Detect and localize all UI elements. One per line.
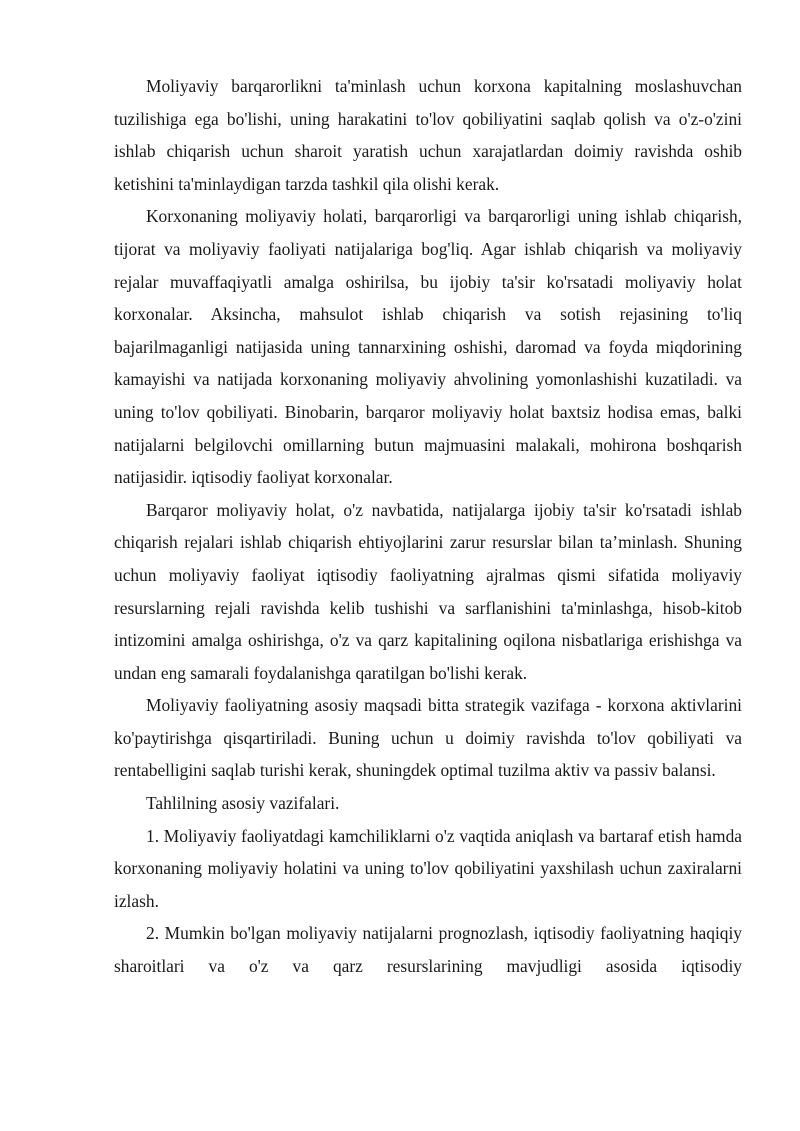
paragraph-financial-stability: Moliyaviy barqarorlikni ta'minlash uchun korxona kapitalning moslashuvchan tuzilishiga ega bo'lishi, uning harakatini to'lov qobiliyatini saqlab qolish va o'z-o'zini ishlab chiqarish uchun sharoit yaratish uchun xarajatlardan doimiy ravishda oshib ketishini ta'minlaydigan tarzda tashkil qila olishi kerak. (114, 76, 742, 194)
document-page (114, 70, 742, 983)
paragraph-task-2: 2. Mumkin bo'lgan moliyaviy natijalarni prognozlash, iqtisodiy faoliyatning haqiqiy sharoitlari va o'z va qarz resurslarining mavjudligi asosida iqtisodiy (114, 923, 742, 977)
paragraph-analysis-tasks-heading: Tahlilning asosiy vazifalari. (146, 793, 340, 814)
paragraph-task-1: 1. Moliyaviy faoliyatdagi kamchiliklarni o'z vaqtida aniqlash va bartaraf etish hamda korxonaning moliyaviy holatini va uning to'lov qobiliyatini yaxshilash uchun zaxiralarni izlash. (114, 825, 742, 911)
paragraph-main-goal: Moliyaviy faoliyatning asosiy maqsadi bitta strategik vazifaga - korxona aktivlarini ko'paytirishga qisqartiriladi. Buning uchun u doimiy ravishda to'lov qobiliyati va rentabelligini saqlab turishi kerak, shuningdek optimal tuzilma aktiv va passiv balansi. (114, 695, 742, 781)
paragraph-financial-condition: Korxonaning moliyaviy holati, barqarorligi va barqarorligi uning ishlab chiqarish, tijorat va moliyaviy faoliyati natijalariga bog'liq. Agar ishlab chiqarish va moliyaviy rejalar muvaffaqiyatli amalga oshirilsa, bu ijobiy ta'sir ko'rsatadi moliyaviy holat korxonalar. Aksincha, mahsulot ishlab chiqarish va sotish rejasining to'liq bajarilmaganligi natijasida uning tannarxining oshishi, daromad va foyda miqdorining kamayishi va natijada korxonaning moliyaviy ahvolining yomonlashishi kuzatiladi. va uning to'lov qobiliyati. Binobarin, barqaror moliyaviy holat baxtsiz hodisa emas, balki natijalarni belgilovchi omillarning butun majmuasini malakali, mohirona boshqarish natijasidir. iqtisodiy faoliyat korxonalar. (114, 206, 742, 488)
paragraph-stable-position: Barqaror moliyaviy holat, o'z navbatida, natijalarga ijobiy ta'sir ko'rsatadi ishlab chiqarish rejalari ishlab chiqarish ehtiyojlarini zarur resurslar bilan ta’minlash. Shuning uchun moliyaviy faoliyat iqtisodiy faoliyatning ajralmas qismi sifatida moliyaviy resurslarning rejali ravishda kelib tushishi va sarflanishini ta'minlashga, hisob-kitob intizomini amalga oshirishga, o'z va qarz kapitalining oqilona nisbatlariga erishishga va undan eng samarali foydalanishga qaratilgan bo'lishi kerak. (114, 499, 742, 683)
